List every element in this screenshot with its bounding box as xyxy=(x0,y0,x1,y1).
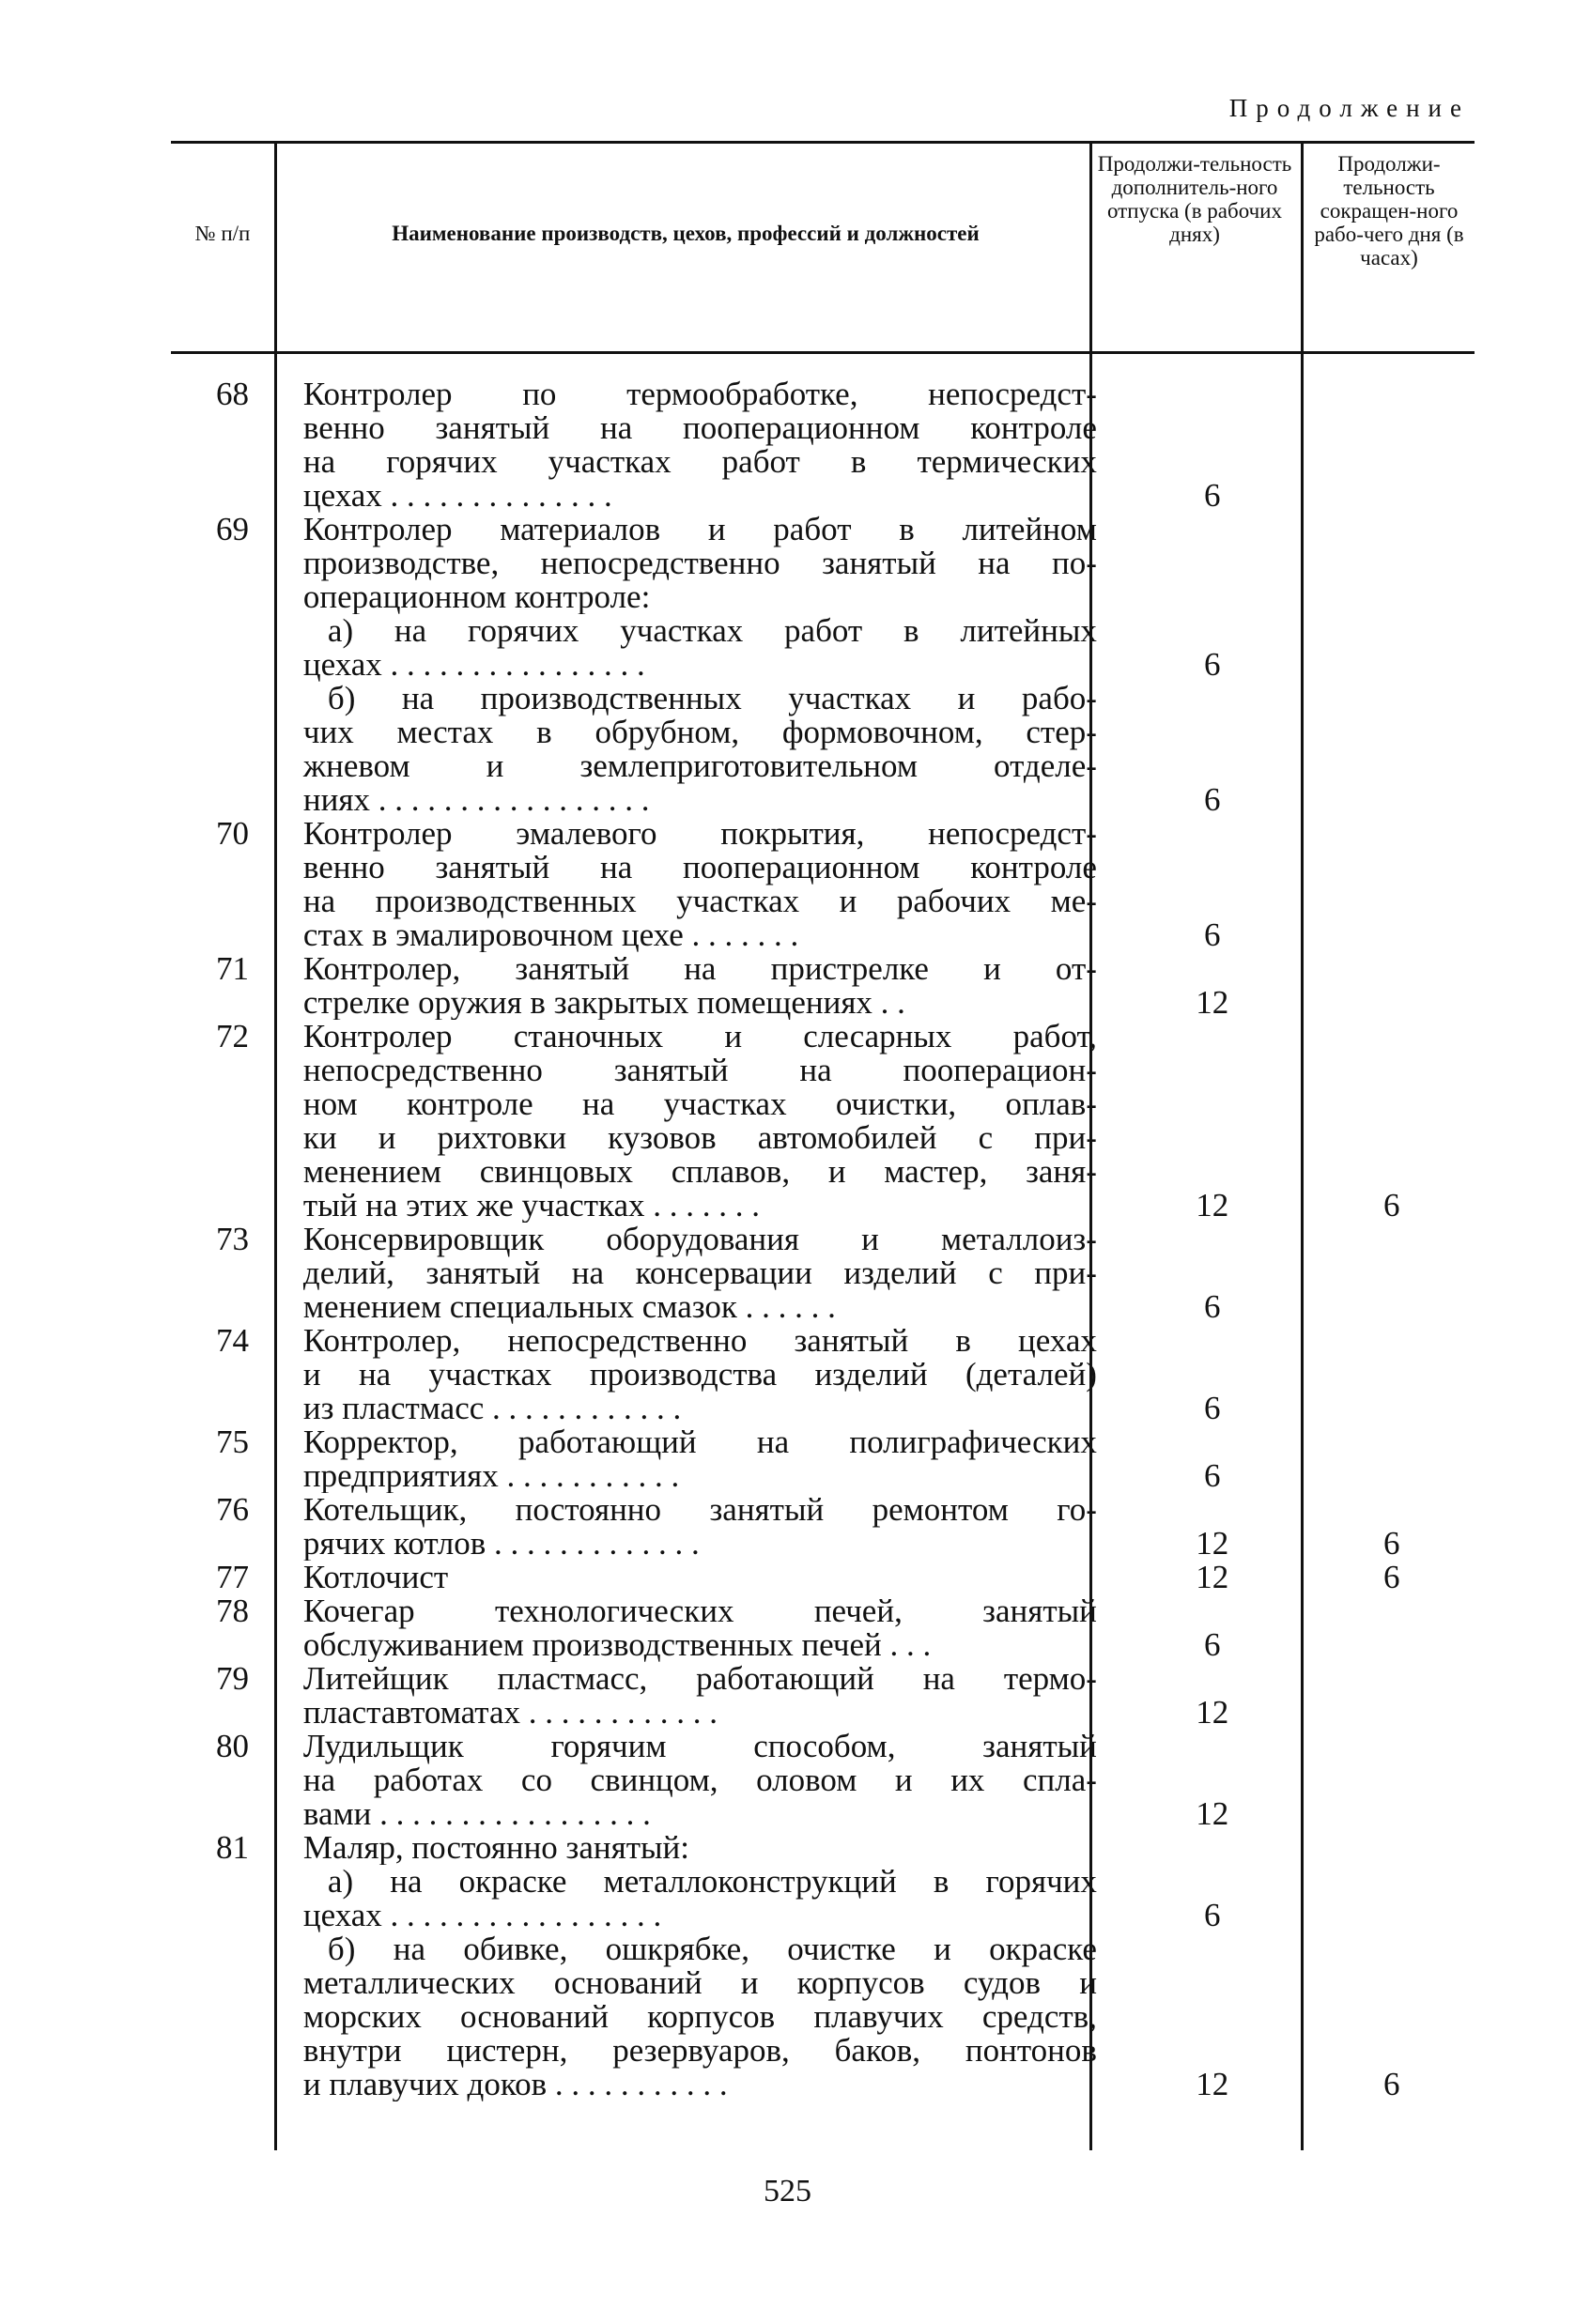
header-bottom-rule xyxy=(171,351,1475,354)
row-number: 79 xyxy=(215,1660,249,1697)
row-title-line: ки и рихтовки кузовов автомобилей с при- xyxy=(302,1119,1097,1156)
table-row xyxy=(188,513,1475,614)
row-number xyxy=(188,682,277,817)
row-title-line: и плавучих доков . . . . . . . . . . . xyxy=(302,2068,728,2101)
row-title xyxy=(277,1223,1116,1324)
table-row xyxy=(188,377,1475,513)
row-vacation: 6 xyxy=(1203,1390,1221,1426)
table-row xyxy=(188,1020,1475,1223)
row-hours xyxy=(1308,682,1475,817)
row-title-line: вами . . . . . . . . . . . . . . . . . xyxy=(302,1797,651,1831)
row-title-line: производстве, непосредственно занятый на по- xyxy=(302,545,1097,581)
row-hours xyxy=(1308,1831,1475,1865)
header-vacation: Продолжи-тельность дополнитель-ного отпуска (в рабочих днях) xyxy=(1097,152,1292,246)
row-title-line: Контролер по термообработке, непосредст- xyxy=(302,376,1097,412)
row-title-line: цехах . . . . . . . . . . . . . . . . xyxy=(302,648,645,682)
table-row xyxy=(188,952,1475,1020)
row-title-line: морских оснований корпусов плавучих средств, xyxy=(302,1998,1097,2035)
row-hours: 6 xyxy=(1382,2066,1400,2102)
row-hours xyxy=(1308,513,1475,614)
row-title xyxy=(277,817,1116,952)
table-row xyxy=(188,614,1475,682)
row-title-line: внутри цистерн, резервуаров, баков, понтонов xyxy=(302,2032,1097,2069)
row-title-line: Контролер материалов и работ в литейном xyxy=(302,511,1097,547)
row-title-line: из пластмасс . . . . . . . . . . . . xyxy=(302,1392,682,1425)
row-title-line: металлических оснований и корпусов судов и xyxy=(302,1964,1097,2001)
header-hours: Продолжи-тельность сокращен-ного рабо-чего дня (в часах) xyxy=(1314,152,1464,269)
row-title-line: ниях . . . . . . . . . . . . . . . . . xyxy=(302,783,650,817)
row-vacation: 12 xyxy=(1196,1187,1229,1224)
row-vacation: 12 xyxy=(1196,1795,1229,1832)
row-hours xyxy=(1308,817,1475,952)
row-title xyxy=(277,682,1116,817)
row-number: 70 xyxy=(215,815,249,852)
row-title xyxy=(277,952,1116,1020)
row-title-line: Контролер эмалевого покрытия, непосредст- xyxy=(302,815,1097,852)
row-number: 78 xyxy=(215,1593,249,1629)
row-hours xyxy=(1308,377,1475,513)
row-hours xyxy=(1308,1865,1475,1932)
row-number: 73 xyxy=(215,1221,249,1257)
row-title-line: Котлочист xyxy=(302,1561,449,1594)
row-vacation xyxy=(1116,1831,1309,1865)
row-title-line: Кочегар технологических печей, занятый xyxy=(302,1593,1097,1629)
row-title-line: чих местах в обрубном, формовочном, стер- xyxy=(302,714,1097,750)
row-number xyxy=(188,614,277,682)
row-hours xyxy=(1308,1730,1475,1831)
row-title xyxy=(277,1932,1116,2101)
row-vacation: 12 xyxy=(1196,2066,1229,2102)
row-title-line: менением свинцовых сплавов, и мастер, заня- xyxy=(302,1153,1097,1190)
row-hours xyxy=(1308,1324,1475,1425)
row-title-line: и на участках производства изделий (деталей) xyxy=(302,1356,1097,1393)
row-title-line: а) на окраске металлоконструкций в горячих xyxy=(327,1863,1097,1900)
table-row xyxy=(188,1324,1475,1425)
row-title-line: предприятиях . . . . . . . . . . . xyxy=(302,1459,680,1493)
row-title-line: пластавтоматах . . . . . . . . . . . . xyxy=(302,1696,718,1730)
row-title-line: Лудильщик горячим способом, занятый xyxy=(302,1728,1097,1764)
row-vacation: 12 xyxy=(1196,1559,1229,1595)
row-number xyxy=(188,1932,277,2101)
row-number: 75 xyxy=(215,1424,249,1460)
table-row xyxy=(188,1865,1475,1932)
row-title-line: рячих котлов . . . . . . . . . . . . . xyxy=(302,1527,700,1561)
row-title xyxy=(277,614,1116,682)
row-title xyxy=(277,1020,1116,1223)
row-vacation: 6 xyxy=(1203,646,1221,683)
row-number: 71 xyxy=(215,950,249,987)
row-number: 81 xyxy=(215,1829,249,1866)
row-vacation: 6 xyxy=(1203,1457,1221,1494)
row-vacation: 12 xyxy=(1196,1694,1229,1731)
row-title-line: Контролер станочных и слесарных работ, xyxy=(302,1018,1097,1054)
row-title xyxy=(277,377,1116,513)
row-title-line: цехах . . . . . . . . . . . . . . xyxy=(302,479,612,513)
row-title xyxy=(277,1425,1116,1493)
row-title-line: обслуживанием производственных печей . . . xyxy=(302,1628,932,1662)
row-title-line: цехах . . . . . . . . . . . . . . . . . xyxy=(302,1899,662,1932)
row-vacation: 6 xyxy=(1203,1288,1221,1325)
row-hours xyxy=(1308,1594,1475,1662)
row-vacation: 6 xyxy=(1203,477,1221,514)
table-row xyxy=(188,1594,1475,1662)
table-row xyxy=(188,1730,1475,1831)
row-title-line: б) на производственных участках и рабо- xyxy=(327,680,1097,716)
row-number: 80 xyxy=(215,1728,249,1764)
row-vacation xyxy=(1116,513,1309,614)
row-title xyxy=(277,1730,1116,1831)
row-number: 77 xyxy=(215,1559,249,1595)
row-title xyxy=(277,1594,1116,1662)
row-vacation: 6 xyxy=(1203,1897,1221,1933)
row-title-line: Котельщик, постоянно занятый ремонтом го- xyxy=(302,1491,1097,1528)
row-title xyxy=(277,1561,1116,1594)
row-vacation: 6 xyxy=(1203,781,1221,818)
row-title-line: Корректор, работающий на полиграфических xyxy=(302,1424,1097,1460)
professions-table xyxy=(188,377,1475,2101)
row-title xyxy=(277,1865,1116,1932)
row-title-line: венно занятый на пооперационном контроле xyxy=(302,409,1097,446)
row-title-line: непосредственно занятый на пооперацион- xyxy=(302,1052,1097,1088)
table-row xyxy=(188,1831,1475,1865)
row-vacation: 12 xyxy=(1196,1525,1229,1562)
row-number xyxy=(188,1865,277,1932)
row-hours xyxy=(1308,952,1475,1020)
row-hours xyxy=(1308,1223,1475,1324)
row-number: 74 xyxy=(215,1322,249,1359)
table-row xyxy=(188,1425,1475,1493)
row-number: 72 xyxy=(215,1018,249,1054)
row-title-line: делий, занятый на консервации изделий с при- xyxy=(302,1254,1097,1291)
row-title-line: операционном контроле: xyxy=(302,580,651,614)
row-vacation: 6 xyxy=(1203,1626,1221,1663)
row-number: 76 xyxy=(215,1491,249,1528)
row-hours xyxy=(1308,1662,1475,1730)
row-title-line: на работах со свинцом, оловом и их спла- xyxy=(302,1762,1097,1798)
table-row xyxy=(188,1493,1475,1561)
row-title-line: жневом и землеприготовительном отделе- xyxy=(302,747,1097,784)
row-hours xyxy=(1308,614,1475,682)
row-title xyxy=(277,1662,1116,1730)
row-hours: 6 xyxy=(1382,1559,1400,1595)
table-row xyxy=(188,817,1475,952)
row-title-line: ном контроле на участках очистки, оплав- xyxy=(302,1085,1097,1122)
row-number: 69 xyxy=(215,511,249,547)
table-row xyxy=(188,1561,1475,1594)
row-title-line: венно занятый на пооперационном контроле xyxy=(302,849,1097,885)
row-title-line: на производственных участках и рабочих ме- xyxy=(302,883,1097,919)
row-title xyxy=(277,1324,1116,1425)
row-hours xyxy=(1308,1425,1475,1493)
row-title-line: б) на обивке, ошкрябке, очистке и окраске xyxy=(327,1931,1097,1967)
header-top-rule xyxy=(171,141,1475,144)
row-title-line: Контролер, непосредственно занятый в цехах xyxy=(302,1322,1097,1359)
row-title-line: а) на горячих участках работ в литейных xyxy=(327,612,1097,649)
page-number: 525 xyxy=(764,2174,811,2209)
table-row xyxy=(188,1223,1475,1324)
row-vacation: 6 xyxy=(1203,916,1221,953)
continuation-label: Продолжение xyxy=(1228,94,1470,122)
row-title-line: Литейщик пластмасс, работающий на термо- xyxy=(302,1660,1097,1697)
table-row xyxy=(188,1662,1475,1730)
row-title-line: Консервировщик оборудования и металлоиз- xyxy=(302,1221,1097,1257)
row-title-line: Маляр, постоянно занятый: xyxy=(302,1831,690,1865)
row-title xyxy=(277,1831,1116,1865)
row-title-line: стрелке оружия в закрытых помещениях . . xyxy=(302,986,905,1020)
row-title-line: Контролер, занятый на пристрелке и от- xyxy=(302,950,1097,987)
row-hours: 6 xyxy=(1382,1187,1400,1224)
header-name: Наименование производств, цехов, профессий и должностей xyxy=(392,222,980,245)
table-row xyxy=(188,1932,1475,2101)
row-hours: 6 xyxy=(1382,1525,1400,1562)
header-num: № п/п xyxy=(194,222,251,245)
row-title xyxy=(277,513,1116,614)
row-number: 68 xyxy=(215,376,249,412)
row-title-line: стах в эмалировочном цехе . . . . . . . xyxy=(302,918,799,952)
table-row xyxy=(188,682,1475,817)
row-title xyxy=(277,1493,1116,1561)
row-title-line: менением специальных смазок . . . . . . xyxy=(302,1290,836,1324)
row-title-line: на горячих участках работ в термических xyxy=(302,443,1097,480)
row-vacation: 12 xyxy=(1196,984,1229,1021)
row-title-line: тый на этих же участках . . . . . . . xyxy=(302,1189,760,1223)
